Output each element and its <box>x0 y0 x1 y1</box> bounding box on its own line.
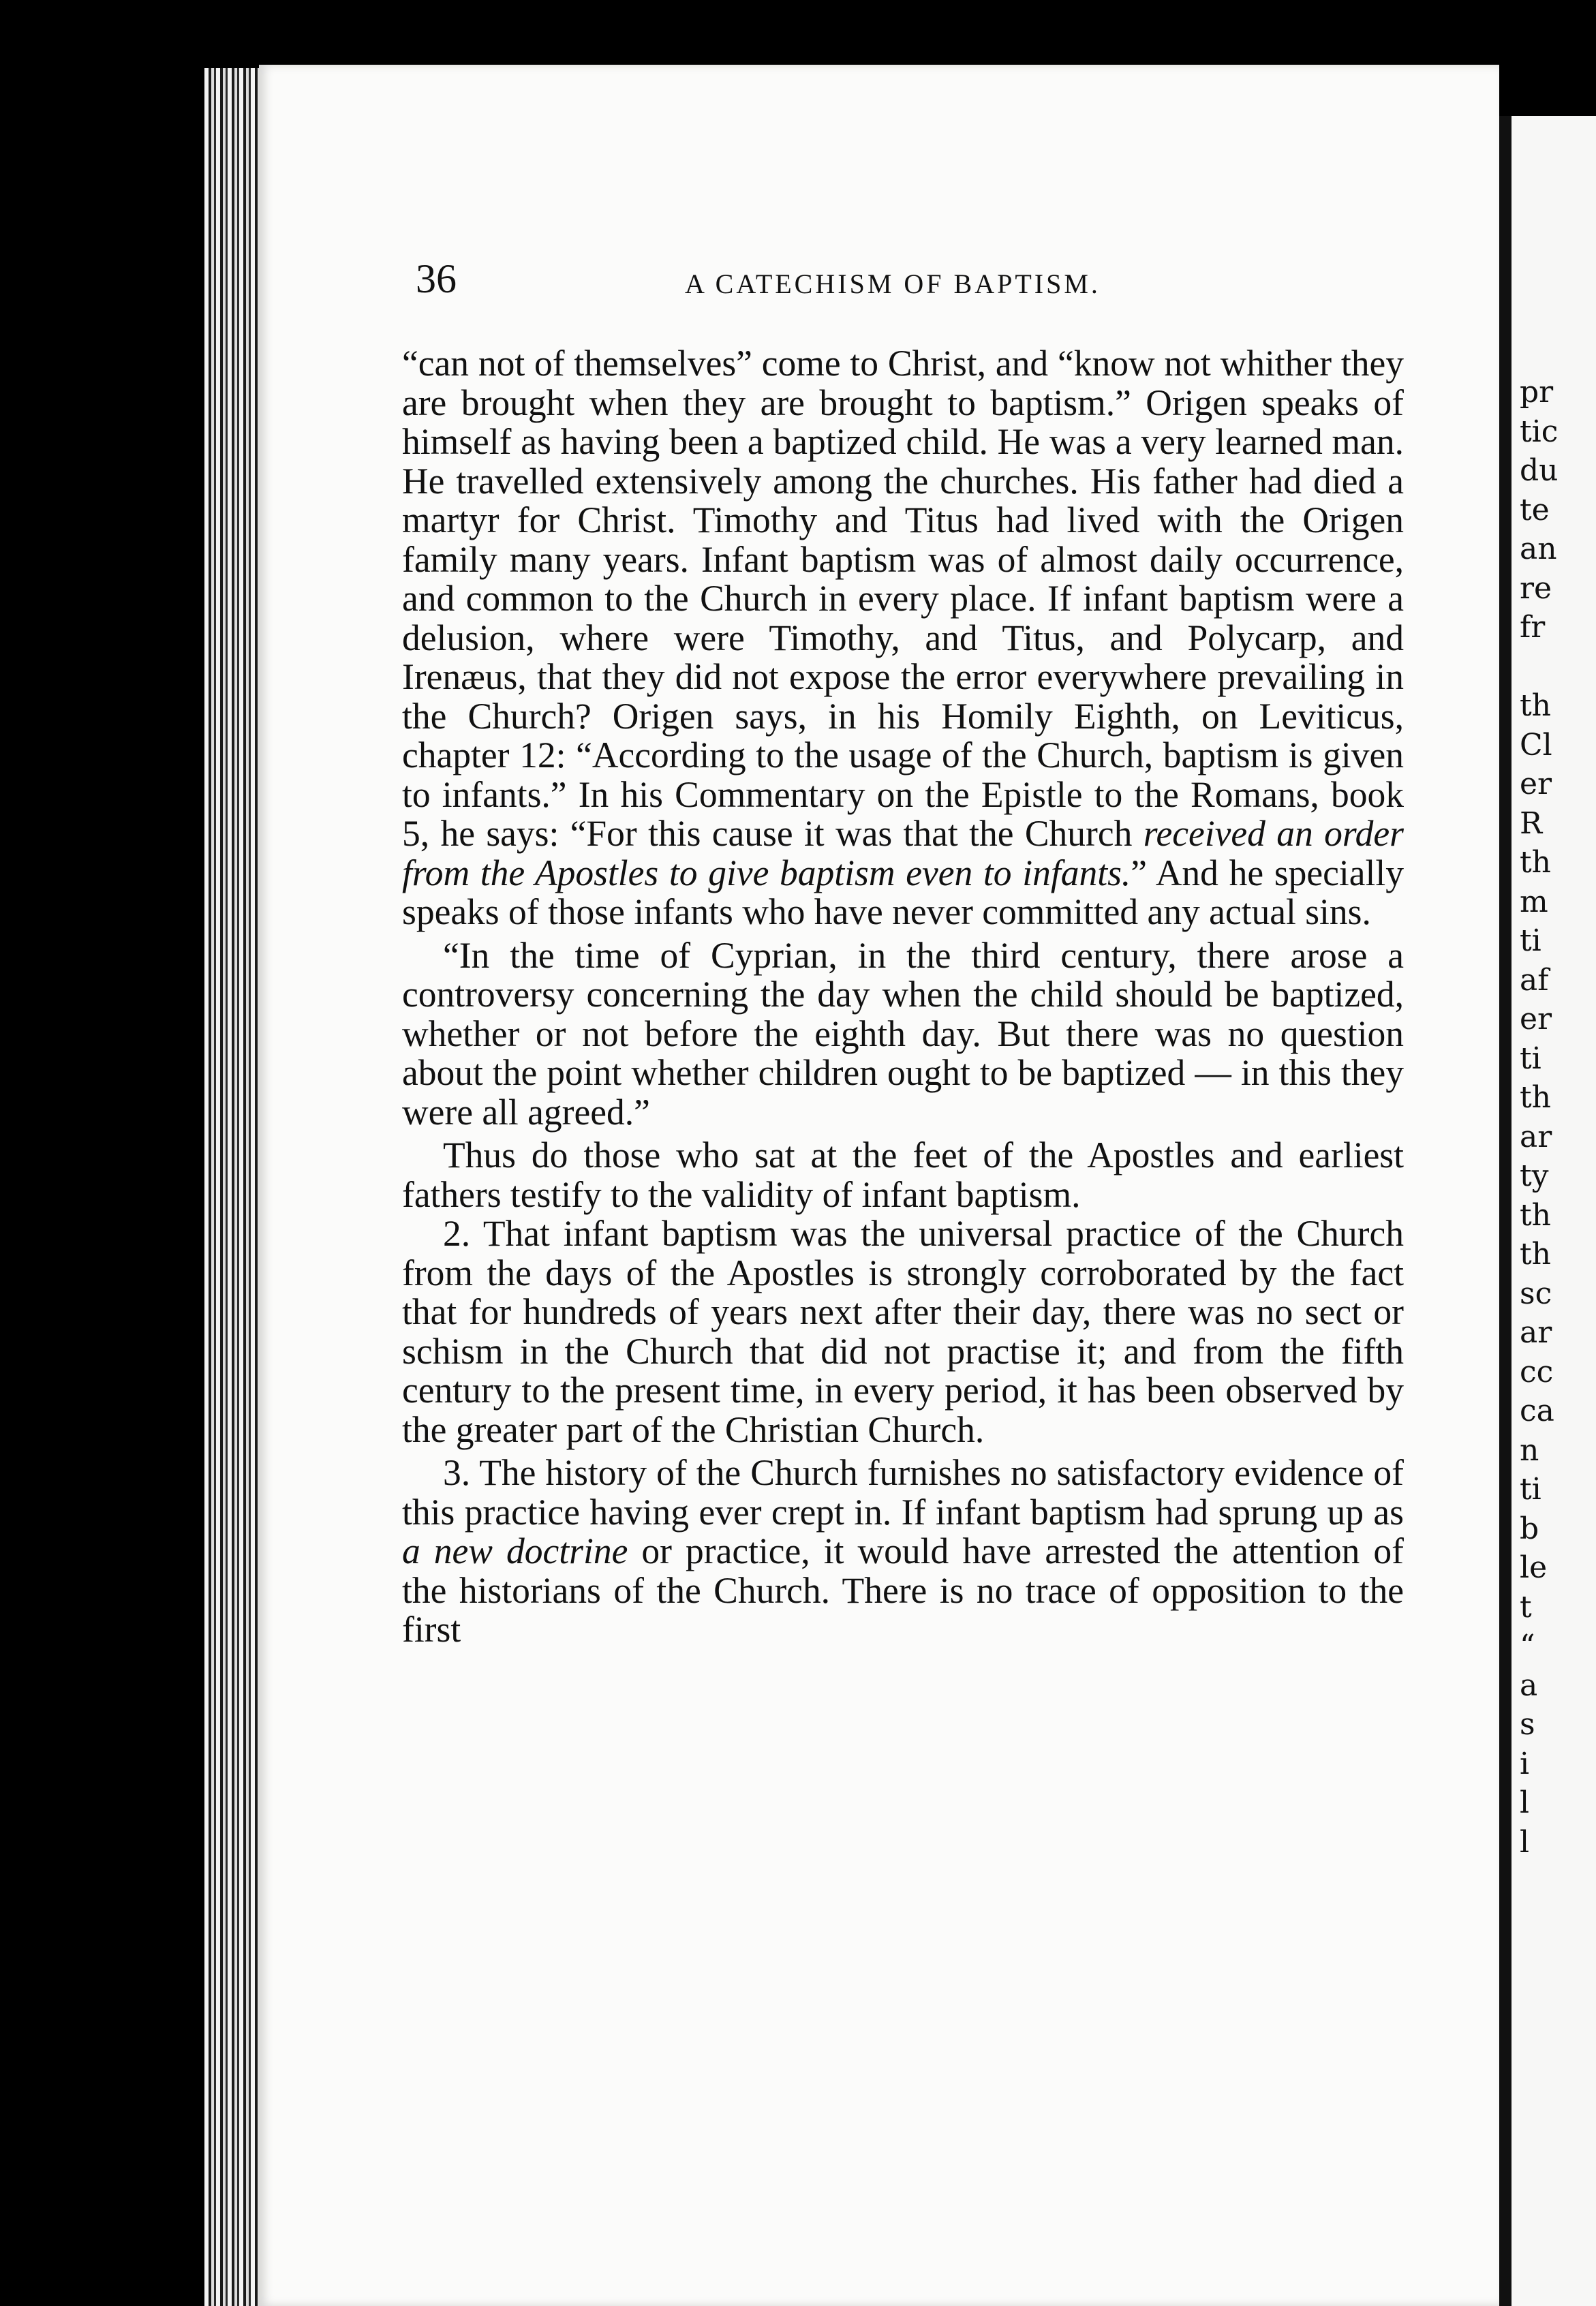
facing-page-fragment: ty <box>1520 1158 1549 1193</box>
facing-page-fragment: “ <box>1520 1629 1535 1663</box>
facing-page-fragment: ti <box>1520 923 1541 958</box>
facing-page-fragment: th <box>1520 1197 1552 1233</box>
facing-page-fragment: a <box>1520 1667 1538 1703</box>
facing-page-fragment: l <box>1520 1824 1530 1860</box>
running-title: A CATECHISM OF BAPTISM. <box>685 268 1101 299</box>
facing-page-fragment: t <box>1520 1589 1532 1625</box>
facing-page-fragment: an <box>1520 532 1557 566</box>
paragraph-2: “In the time of Cyprian, in the third century, there arose a controversy concerning the day when the child should be baptized, whether or not before the eighth day. But there was no question about the point whether children ought to be baptized — in this they were all agreed.” <box>402 934 1404 1133</box>
facing-page-fragment: sc <box>1520 1276 1552 1311</box>
paragraph-1-text-b: ” And he specially speaks of those infants who have never committed any actual sins. <box>402 852 1404 932</box>
book-binding-gutter <box>204 68 266 2306</box>
facing-page-fragment: du <box>1520 453 1559 488</box>
facing-page-fragment: cc <box>1520 1354 1554 1389</box>
facing-page-fragment: R <box>1520 805 1543 841</box>
facing-page-fragment: th <box>1520 845 1552 880</box>
paragraph-1-italic: received an order from the Apostles to give baptism even to infants. <box>402 813 1404 893</box>
facing-page-fragment: ar <box>1520 1315 1552 1350</box>
facing-page-fragment: i <box>1520 1746 1530 1781</box>
facing-page-fragment: l <box>1520 1785 1530 1820</box>
paragraph-1-text-a: “can not of themselves” come to Christ, and “know not whither they are brought when they are brought to baptism.” Origen speaks of himself as having been a baptized child. He was a very learned man. He travelled extensively among the churches. His father had died a martyr for Christ. Timothy and Titus had lived with the Origen family many years. Infant baptism was of almost daily occurrence, and common to the Church in every place. If infant baptism were a delusion, where were Timothy, and Titus, and Polycarp, and Irenæus, that they did not expose the error everywhere prevailing in the Church? Origen says, in his Homily Eighth, on Leviticus, chapter 12: “According to the usage of the Church, baptism is given to infants.” In his Commentary on the Epistle to the Romans, book 5, he says: “For this cause it was that the Church <box>402 343 1404 854</box>
page-fold-shadow <box>1499 116 1511 2306</box>
page-body <box>402 344 1404 1650</box>
facing-page-fragment: er <box>1520 767 1552 801</box>
page-number: 36 <box>416 256 457 301</box>
page-header <box>416 256 1424 310</box>
paragraph-5-italic: a new doctrine <box>402 1531 628 1571</box>
facing-page-fragment: s <box>1520 1707 1535 1742</box>
paragraph-5 <box>402 1454 1404 1650</box>
facing-page-fragment: n <box>1520 1432 1539 1468</box>
facing-page-fragment: ar <box>1520 1119 1552 1154</box>
facing-page-fragment: m <box>1520 884 1548 919</box>
paragraph-5-text-a: 3. The history of the Church furnishes no satisfactory evidence of this practice having ever crept in. If infant baptism had sprung up as <box>402 1452 1404 1533</box>
facing-page-fragment: le <box>1520 1550 1548 1585</box>
facing-page-fragment: th <box>1520 688 1552 723</box>
facing-page-fragment: b <box>1520 1511 1539 1546</box>
facing-page-fragment: ti <box>1520 1041 1541 1076</box>
paragraph-5-text-b: or practice, it would have arrested the attention of the historians of the Church. There is no trace of opposition to the first <box>402 1531 1404 1650</box>
paragraph-4: 2. That infant baptism was the universal practice of the Church from the days of the Apostles is strongly corroborated by the fact that for hundreds of years next after their day, there was no sect or schism in the Church that did not practise it; and from the fifth century to the present time, in every period, it has been observed by the greater part of the Christian Church. <box>402 1213 1404 1450</box>
facing-page-fragment: er <box>1520 1002 1552 1036</box>
facing-page-fragment: th <box>1520 1080 1552 1115</box>
facing-page-fragment: re <box>1520 570 1552 606</box>
facing-page-fragment: th <box>1520 1237 1552 1272</box>
facing-page-edge <box>1511 116 1596 2306</box>
facing-page-fragment: ca <box>1520 1394 1554 1428</box>
facing-page-fragment: af <box>1520 962 1549 998</box>
facing-page-fragment: pr <box>1520 375 1554 410</box>
facing-page-fragment: ti <box>1520 1472 1541 1507</box>
paragraph-1 <box>402 344 1404 932</box>
facing-page-fragment: tic <box>1520 414 1559 449</box>
facing-page-fragment: fr <box>1520 610 1546 645</box>
paragraph-3: Thus do those who sat at the feet of the Apostles and earliest fathers testify to the validity of infant baptism. <box>402 1135 1404 1215</box>
facing-page-fragment: Cl <box>1520 727 1552 763</box>
facing-page-fragment: te <box>1520 492 1550 527</box>
